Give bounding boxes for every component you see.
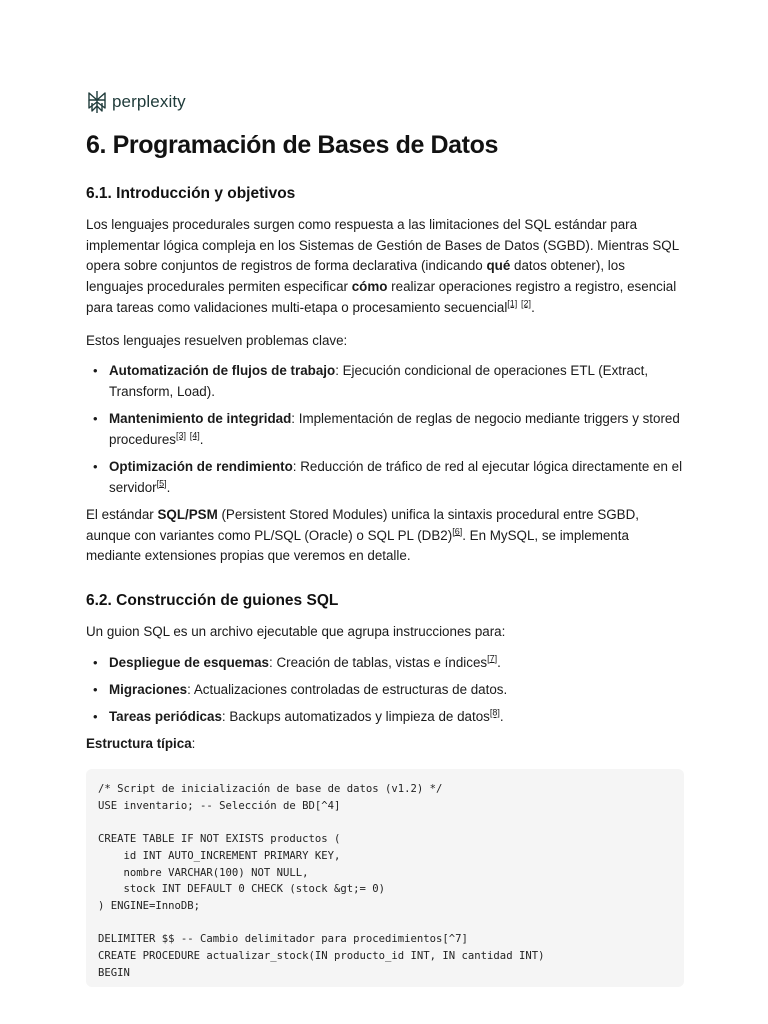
citation-link[interactable]: [1]	[507, 298, 518, 309]
brand-logo[interactable]	[86, 88, 684, 116]
citation-link[interactable]: [2]	[521, 298, 532, 309]
citation-link[interactable]: [4]	[189, 430, 200, 441]
list-item: • Automatización de flujos de trabajo: Ejecución condicional de operaciones ETL (Extract, Transform, Load).	[86, 361, 684, 402]
page-title: 6. Programación de Bases de Datos	[86, 131, 498, 159]
citation-link[interactable]: [7]	[487, 653, 498, 664]
brand-name: perplexity	[112, 92, 186, 111]
citation-link[interactable]: [5]	[156, 478, 167, 489]
intro-paragraph: Los lenguajes procedurales surgen como respuesta a las limitaciones del SQL estándar para implementar lógica compleja en los Sistemas de Gestión de Bases de Datos (SGBD). Mientras SQL opera sobre conjuntos de registros de forma declarativa (indicando qué datos obtener), los lenguajes procedurales permiten especificar cómo realizar operaciones registro a registro, esencial para tareas como validaciones multi-etapa o procesamiento secuencial[1] [2].	[86, 217, 679, 315]
list-item: • Tareas periódicas: Backups automatizados y limpieza de datos[8].	[86, 707, 684, 728]
citation-link[interactable]: [8]	[489, 707, 500, 718]
code-block[interactable]	[86, 769, 684, 987]
code-content: /* Script de inicialización de base de datos (v1.2) */ USE inventario; -- Selección de BD[^4] CREATE TABLE IF NOT EXISTS productos ( id INT AUTO_INCREMENT PRIMARY KEY, nombre VARCHAR(100) NOT NULL, stock INT DEFAULT 0 CHECK (stock &gt;= 0) ) ENGINE=InnoDB; DELIMITER $$ -- Cambio delimitador para procedimientos[^7] CREATE PROCEDURE actualizar_stock(IN producto_id INT, IN cantidad INT) BEGIN	[98, 783, 545, 979]
list-item: • Despliegue de esquemas: Creación de tablas, vistas e índices[7].	[86, 653, 684, 674]
citation-link[interactable]: [3]	[176, 430, 187, 441]
problems-list	[86, 361, 684, 498]
structure-label: Estructura típica:	[86, 736, 196, 752]
list-item: • Mantenimiento de integridad: Implementación de reglas de negocio mediante triggers y stored procedures[3] [4].	[86, 409, 684, 450]
scripts-list	[86, 653, 684, 728]
citation-link[interactable]: [6]	[452, 526, 463, 537]
perplexity-logo-icon	[86, 90, 108, 114]
section-heading-intro: 6.1. Introducción y objetivos	[86, 185, 296, 202]
standard-paragraph: El estándar SQL/PSM (Persistent Stored Modules) unifica la sintaxis procedural entre SGBD, aunque con variantes como PL/SQL (Oracle) o SQL PL (DB2)[6]. En MySQL, se implementa mediante extensiones propias que veremos en detalle.	[86, 506, 639, 564]
section-heading-scripts: 6.2. Construcción de guiones SQL	[86, 592, 339, 610]
document-page	[86, 88, 684, 987]
list-item: • Migraciones: Actualizaciones controladas de estructuras de datos.	[86, 680, 684, 701]
scripts-lead: Un guion SQL es un archivo ejecutable que agrupa instrucciones para:	[86, 624, 506, 640]
list-item: • Optimización de rendimiento: Reducción de tráfico de red al ejecutar lógica directamente en el servidor[5].	[86, 457, 684, 498]
problems-lead: Estos lenguajes resuelven problemas clave:	[86, 332, 348, 348]
